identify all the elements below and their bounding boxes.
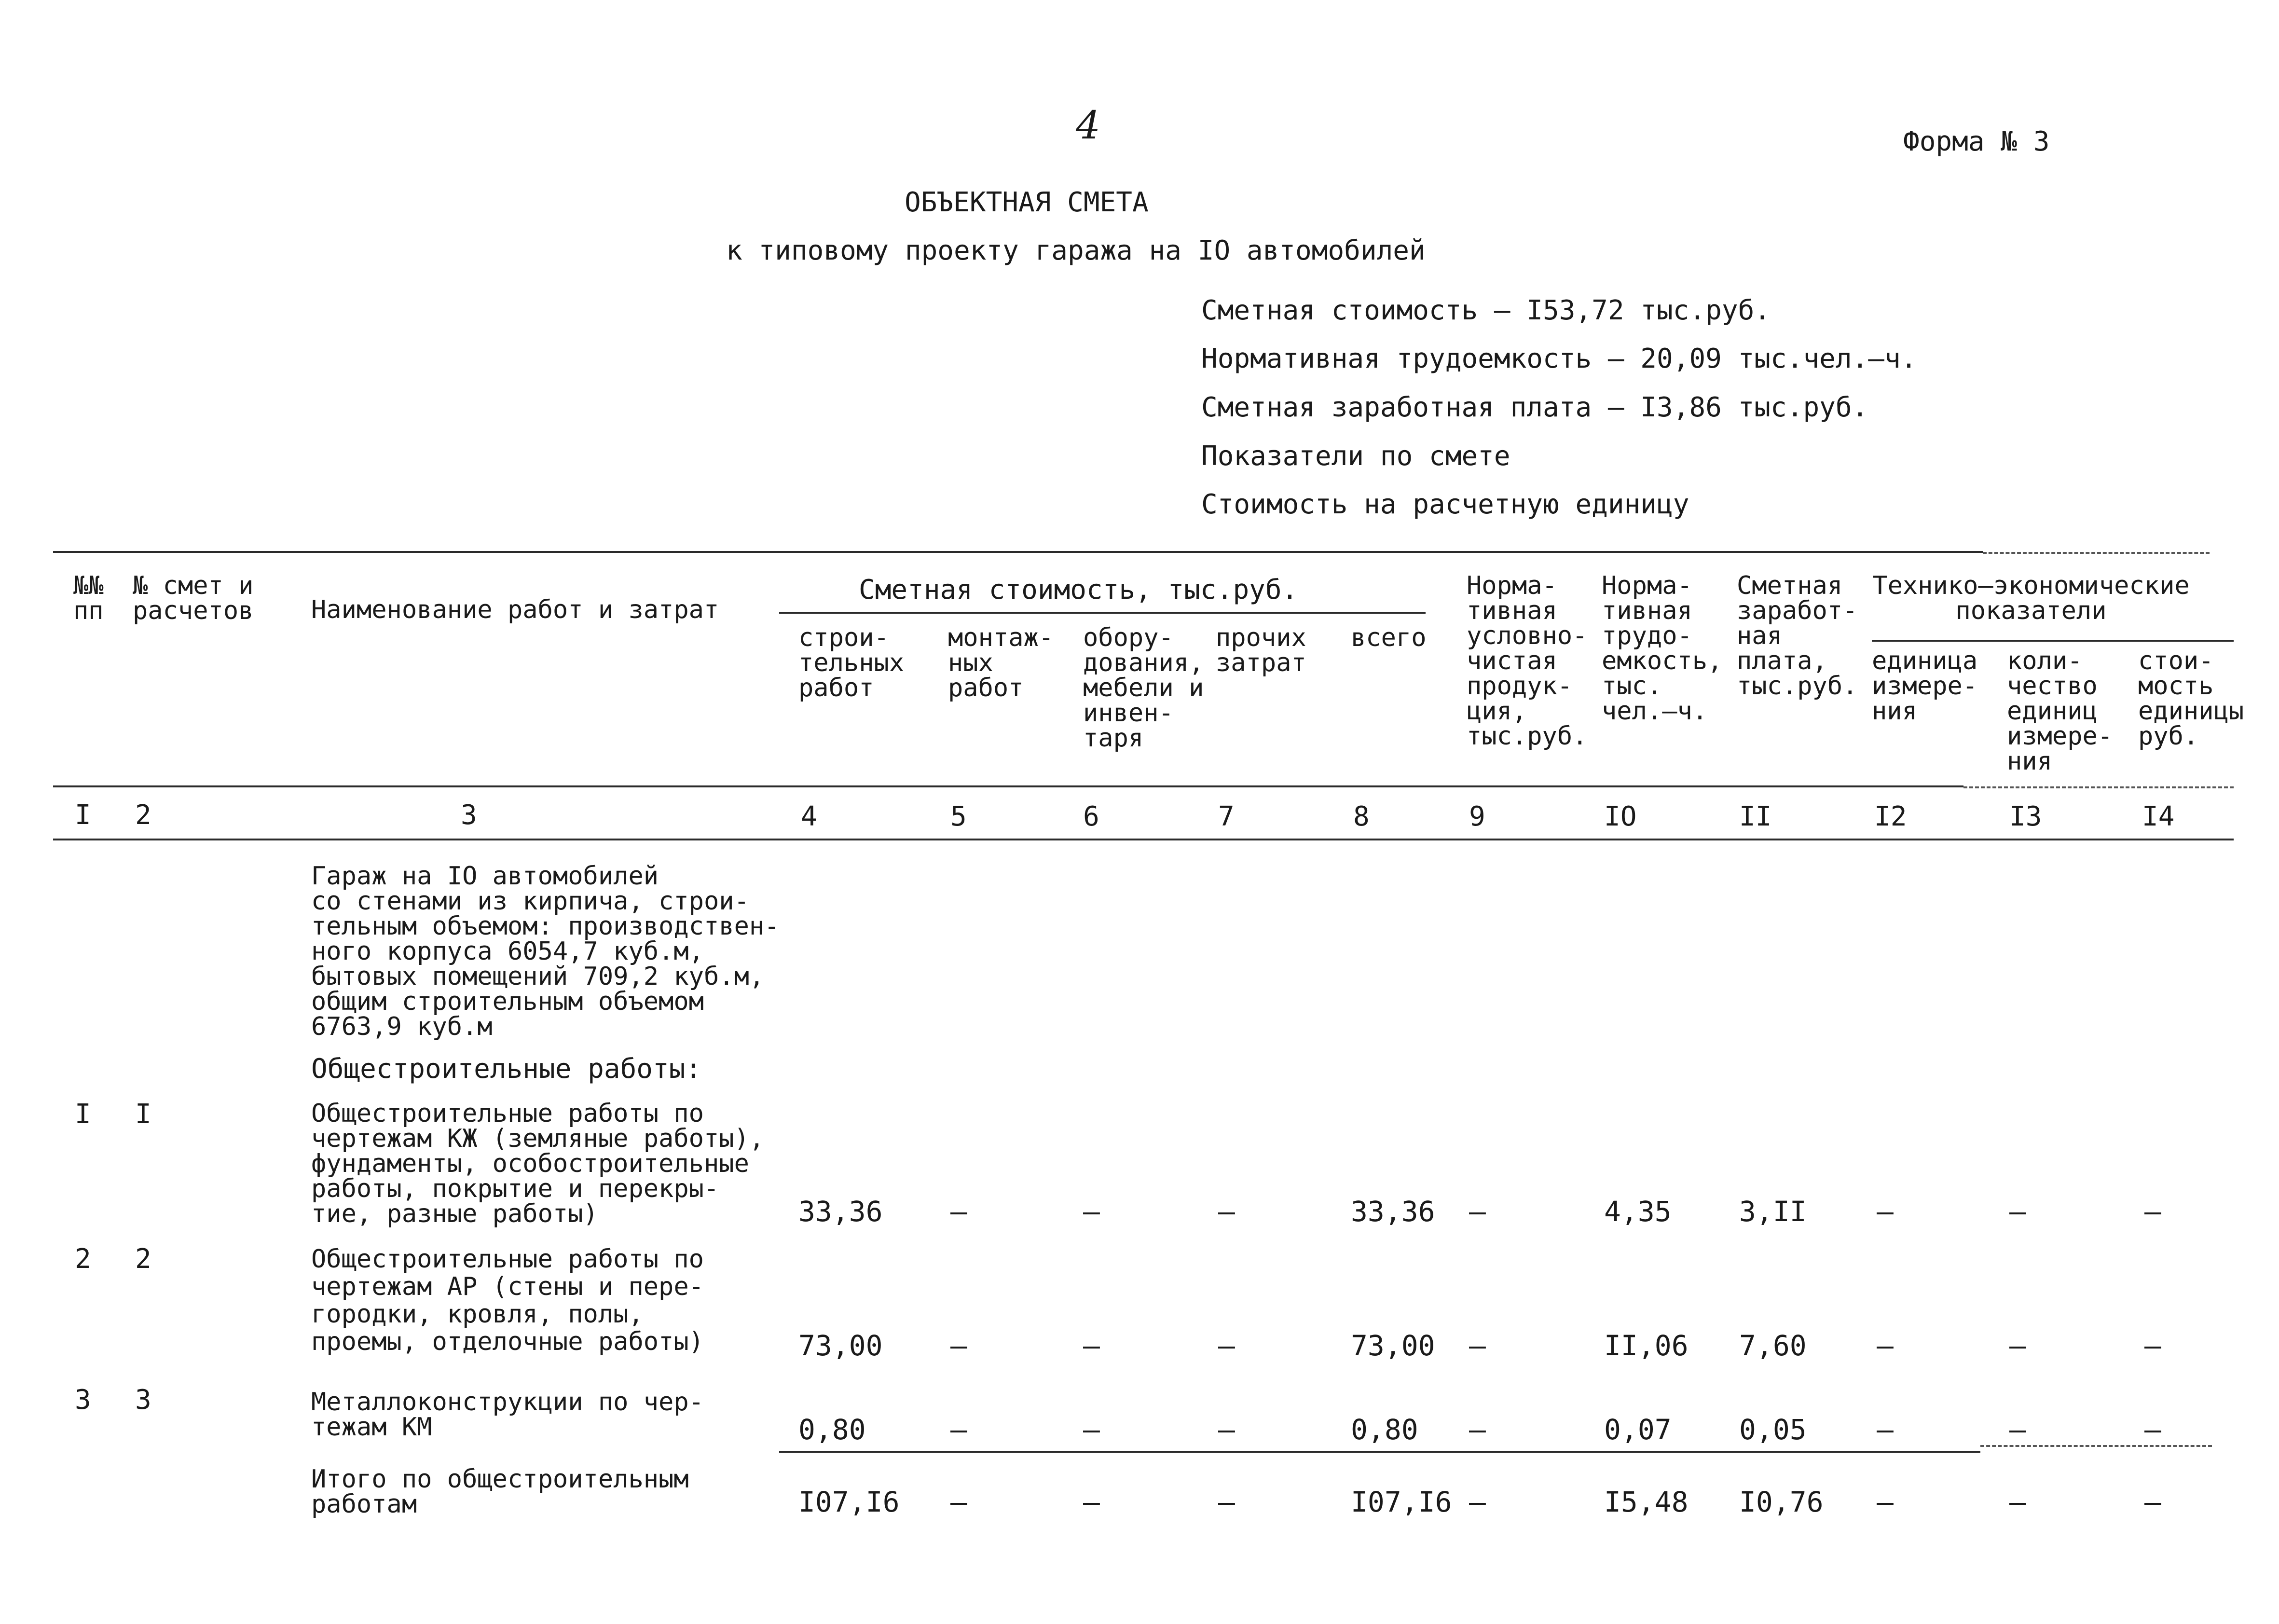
header-num: №№ пп [73, 571, 104, 625]
header-construction: строи- тельных работ [798, 623, 905, 702]
subtotal-equipment: – [1083, 1486, 1100, 1518]
row-number: 2 [75, 1243, 91, 1275]
subtotal-net-production: – [1469, 1486, 1486, 1518]
cell-wage: 7,60 [1739, 1329, 1807, 1362]
colnum-10: IO [1604, 801, 1637, 832]
summary-labor: Нормативная трудоемкость – 20,09 тыс.чел.–ч. [1201, 343, 1917, 374]
colnum-5: 5 [950, 801, 967, 832]
colnum-7: 7 [1218, 801, 1235, 832]
row-name: Общестроительные работы по чертежам КЖ (земляные работы), фундаменты, особостроительные работы, покрытие и перекры- тие, разные работы) [311, 1099, 765, 1228]
document-title: ОБЪЕКТНАЯ СМЕТА [905, 187, 1149, 218]
header-calc: № смет и расчетов [133, 571, 254, 625]
header-equipment: обору- дования, мебели и инвен- таря [1083, 623, 1204, 753]
subtotal-other: – [1218, 1486, 1235, 1518]
table-top-rule-dashed [1983, 552, 2210, 554]
colnum-9: 9 [1469, 801, 1485, 832]
header-wage: Сметная заработ- ная плата, тыс.руб. [1737, 571, 1858, 701]
cell-unit-count: – [2009, 1329, 2026, 1362]
cell-construction: 73,00 [798, 1329, 883, 1362]
colnum-2: 2 [135, 799, 151, 831]
cell-labor-intensity: 4,35 [1604, 1195, 1672, 1228]
cell-net-production: – [1469, 1413, 1486, 1446]
header-net-production: Норма- тивная условно- чистая продук- ция, тыс.руб. [1467, 571, 1588, 751]
colnum-13: I3 [2009, 801, 2042, 832]
cell-other: – [1218, 1195, 1235, 1228]
header-tech-group: Технико–экономические показатели [1872, 571, 2190, 625]
cost-group-rule [779, 612, 1426, 614]
cell-total: 33,36 [1351, 1195, 1435, 1228]
subtotal-unit-cost: – [2144, 1486, 2161, 1518]
cell-equipment: – [1083, 1413, 1100, 1446]
colnum-6: 6 [1083, 801, 1099, 832]
cell-installation: – [950, 1413, 967, 1446]
row-name: Металлоконструкции по чер- тежам КМ [311, 1388, 704, 1442]
cell-net-production: – [1469, 1195, 1486, 1228]
subtotal-unit-count: – [2009, 1486, 2026, 1518]
cell-unit: – [1877, 1329, 1894, 1362]
colnum-bottom-rule [53, 839, 2234, 840]
cell-total: 0,80 [1351, 1413, 1418, 1446]
row-calc-number: I [135, 1099, 151, 1130]
summary-indicators: Показатели по смете [1201, 440, 1510, 472]
row-number: 3 [75, 1384, 91, 1416]
cell-installation: – [950, 1329, 967, 1362]
cell-equipment: – [1083, 1195, 1100, 1228]
subtotal-labor-intensity: I5,48 [1604, 1486, 1689, 1518]
cell-unit: – [1877, 1413, 1894, 1446]
subtotal-wage: I0,76 [1739, 1486, 1824, 1518]
cell-labor-intensity: 0,07 [1604, 1413, 1672, 1446]
header-total: всего [1351, 623, 1427, 652]
subtotal-total: I07,I6 [1351, 1486, 1452, 1518]
subtotal-construction: I07,I6 [798, 1486, 900, 1518]
colnum-12: I2 [1874, 801, 1907, 832]
row-calc-number: 2 [135, 1243, 151, 1275]
subtotal-rule [779, 1451, 1980, 1453]
colnum-1: I [75, 799, 91, 831]
cell-other: – [1218, 1329, 1235, 1362]
cell-total: 73,00 [1351, 1329, 1435, 1362]
colnum-3: 3 [461, 799, 477, 831]
header-other: прочих затрат [1216, 623, 1306, 677]
row-name: Общестроительные работы по чертежам АР (стены и пере- городки, кровля, полы, проемы, отделочные работы) [311, 1245, 704, 1356]
cell-net-production: – [1469, 1329, 1486, 1362]
cell-wage: 0,05 [1739, 1413, 1807, 1446]
document-subtitle: к типовому проекту гаража на IO автомобилей [726, 235, 1426, 266]
cell-construction: 33,36 [798, 1195, 883, 1228]
header-bottom-rule-dashed [1963, 786, 2234, 788]
summary-cost: Сметная стоимость – I53,72 тыс.руб. [1201, 295, 1771, 326]
colnum-8: 8 [1353, 801, 1370, 832]
cell-installation: – [950, 1195, 967, 1228]
header-labor-intensity: Норма- тивная трудо- емкость, тыс. чел.–ч. [1602, 571, 1723, 726]
subtotal-unit: – [1877, 1486, 1894, 1518]
row-number: I [75, 1099, 91, 1130]
colnum-11: II [1739, 801, 1772, 832]
cell-unit-cost: – [2144, 1195, 2161, 1228]
cell-unit-count: – [2009, 1195, 2026, 1228]
summary-unit-cost: Стоимость на расчетную единицу [1201, 489, 1689, 520]
header-unit-cost: стои- мость единицы руб. [2138, 647, 2244, 751]
cell-unit: – [1877, 1195, 1894, 1228]
header-name: Наименование работ и затрат [311, 595, 719, 624]
row-calc-number: 3 [135, 1384, 151, 1416]
cell-unit-count: – [2009, 1413, 2026, 1446]
subtotal-installation: – [950, 1486, 967, 1518]
page-number: 4 [1076, 103, 1100, 148]
cell-labor-intensity: II,06 [1604, 1329, 1689, 1362]
cell-wage: 3,II [1739, 1195, 1807, 1228]
header-cost-group: Сметная стоимость, тыс.руб. [859, 574, 1298, 606]
cell-unit-cost: – [2144, 1329, 2161, 1362]
table-top-rule [53, 551, 1983, 553]
section-title: Общестроительные работы: [311, 1053, 702, 1085]
intro-text: Гараж на IO автомобилей со стенами из кирпича, строи- тельным объемом: производствен- ного корпуса 6054,7 куб.м, бытовых помещений 709,2 куб.м, общим строительным объемом 6763,9 куб.м [311, 862, 780, 1041]
cell-equipment: – [1083, 1329, 1100, 1362]
subtotal-name: Итого по общестроительным работам [311, 1465, 689, 1519]
colnum-4: 4 [801, 801, 817, 832]
colnum-14: I4 [2142, 801, 2175, 832]
tech-group-rule [1872, 640, 2234, 642]
header-unit: единица измере- ния [1872, 647, 1978, 726]
form-label: Форма № 3 [1903, 126, 2050, 157]
header-installation: монтаж- ных работ [948, 623, 1054, 702]
header-unit-count: коли- чество единиц измере- ния [2007, 647, 2113, 776]
cell-construction: 0,80 [798, 1413, 866, 1446]
cell-other: – [1218, 1413, 1235, 1446]
header-bottom-rule [53, 785, 1963, 787]
summary-wage: Сметная заработная плата – I3,86 тыс.руб. [1201, 392, 1868, 423]
cell-unit-cost: – [2144, 1413, 2161, 1446]
